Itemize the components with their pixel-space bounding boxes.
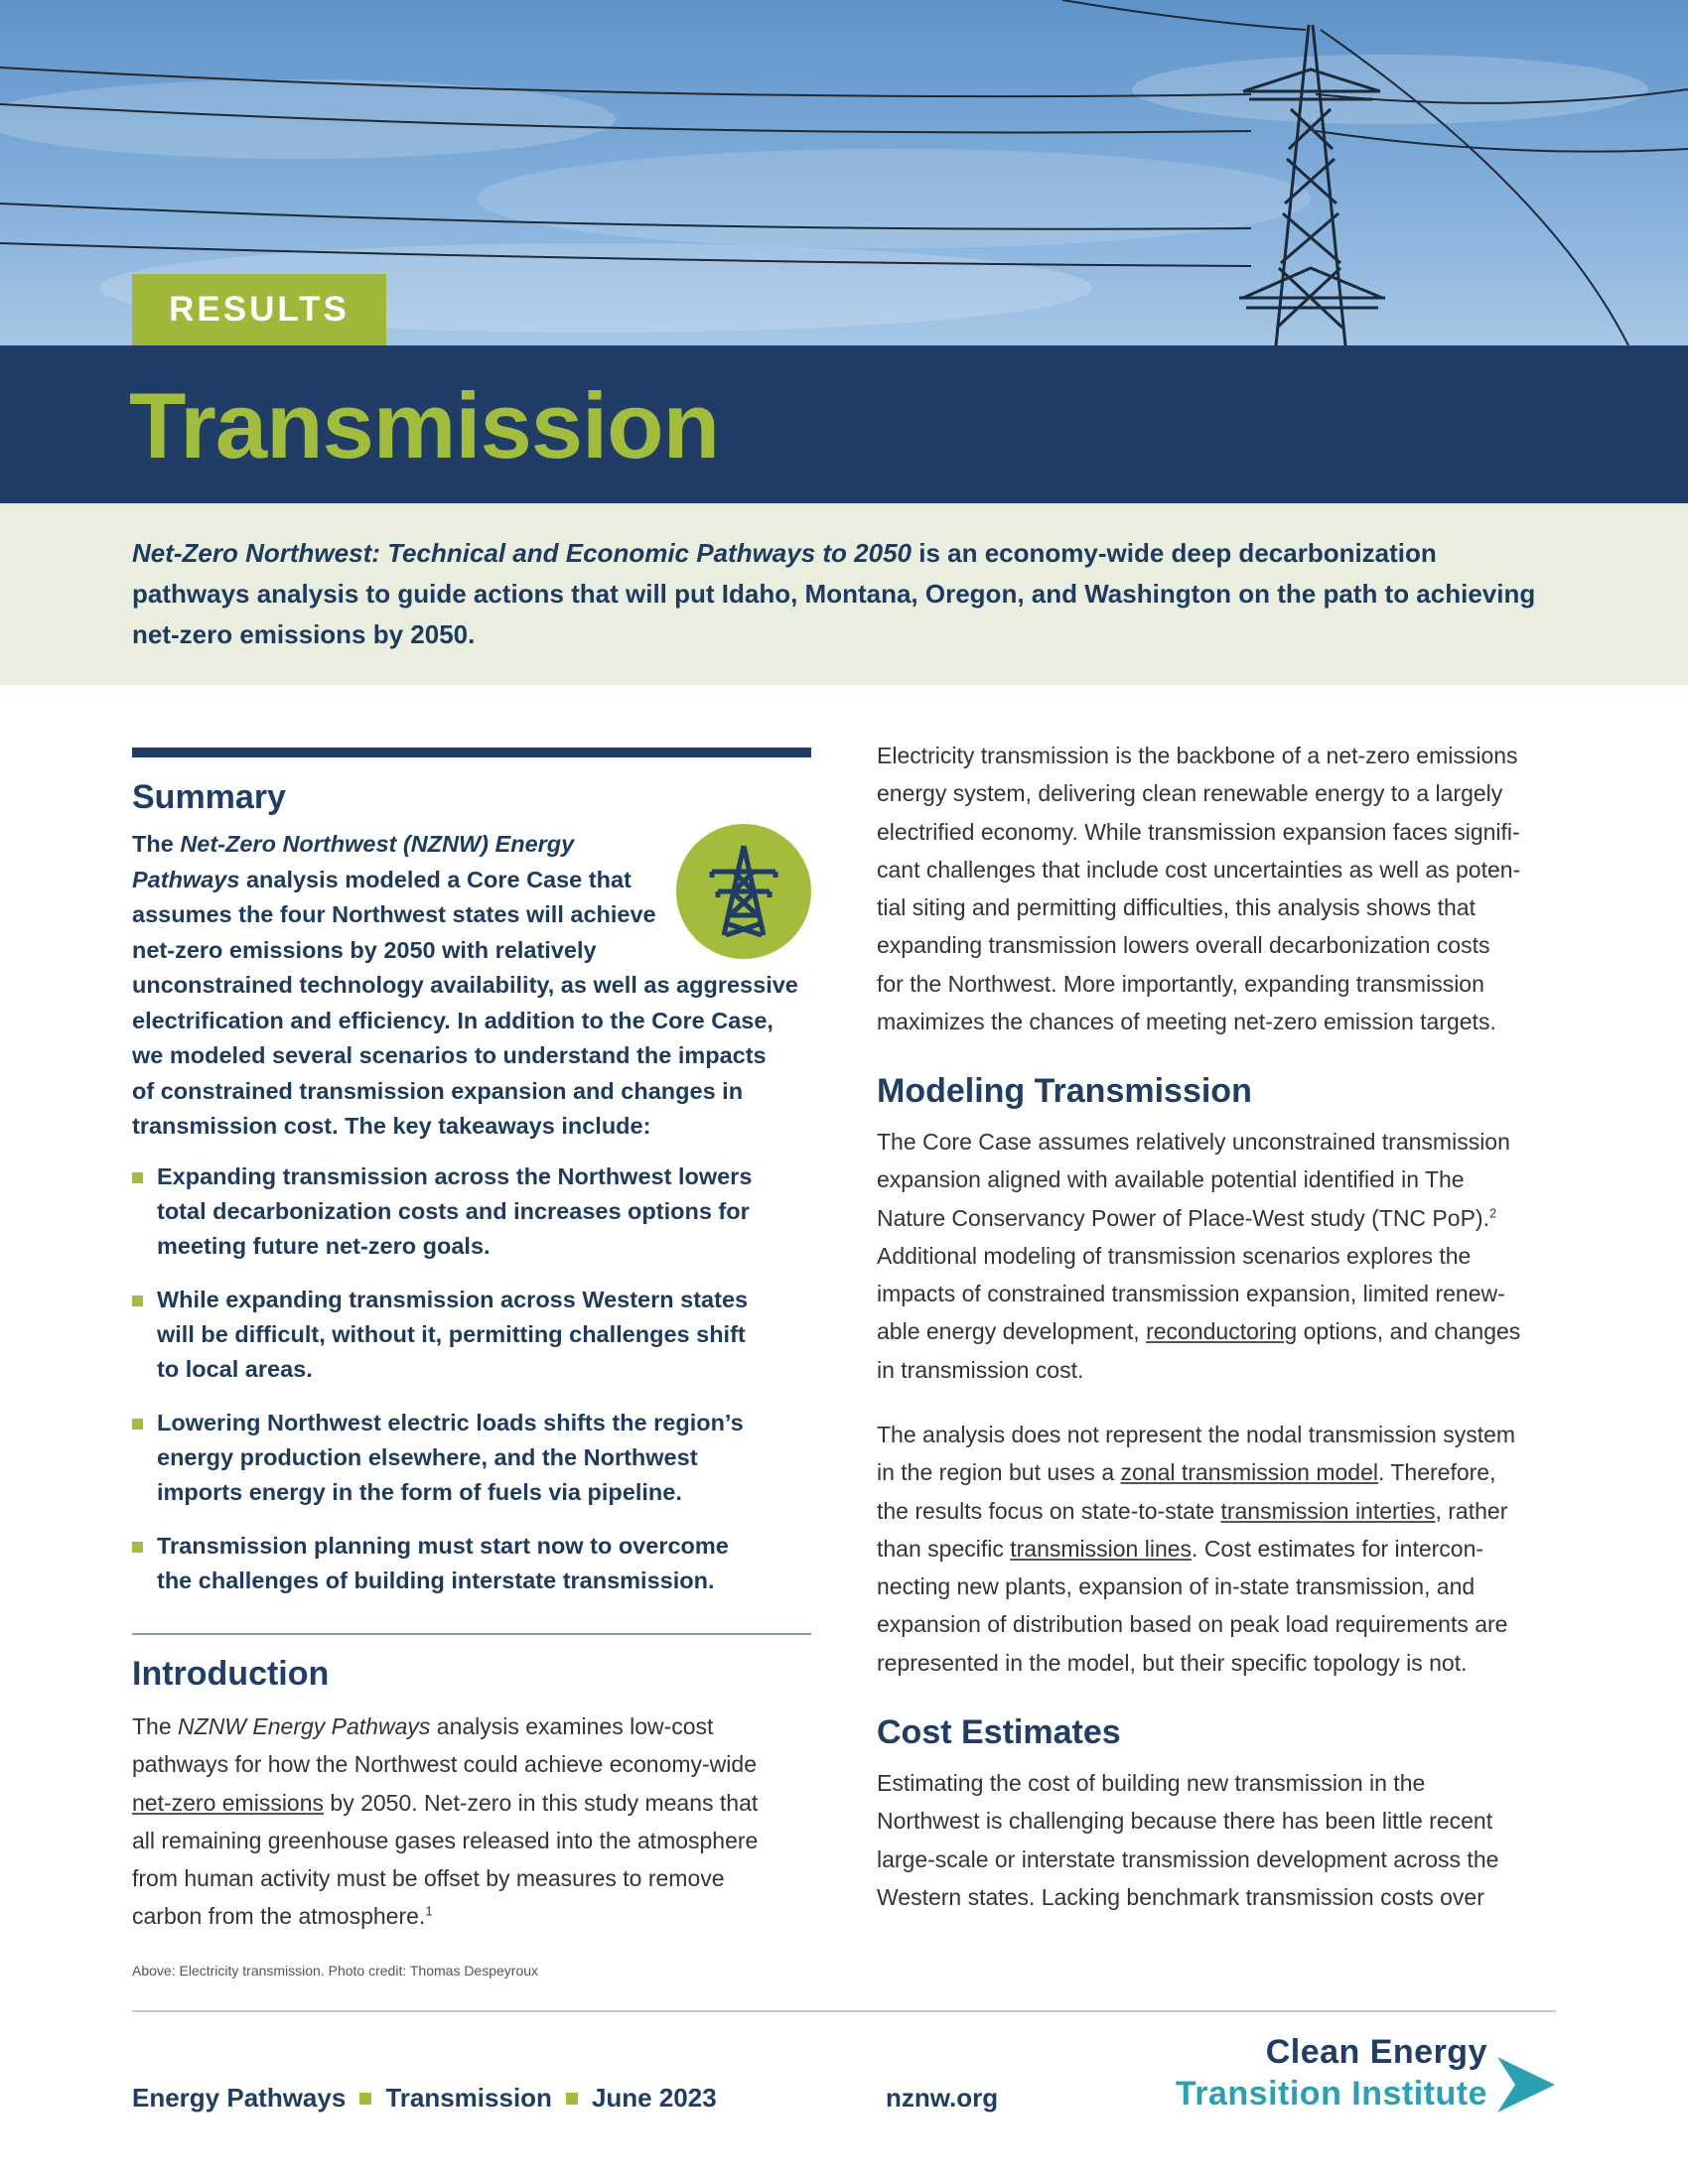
paragraph-text: Nature Conservancy Power of Place-West study (TNC PoP). [877, 1204, 1489, 1231]
logo-line-2: Transition Institute [1175, 2075, 1487, 2113]
paragraph-text: in the region but uses a [877, 1459, 1121, 1486]
summary-paragraph [132, 827, 827, 1145]
cost-paragraph [877, 1764, 1572, 1916]
paragraph-line: represented in the model, but their specific topology is not. [877, 1649, 1468, 1676]
list-item [132, 1160, 827, 1264]
intro-text: The [132, 1713, 179, 1739]
summary-heading: Summary [132, 778, 286, 816]
footnote-marker[interactable]: 1 [425, 1903, 433, 1919]
paragraph-line: The Core Case assumes relatively unconstrained transmission [877, 1129, 1510, 1155]
intro-statement [132, 533, 1552, 655]
square-bullet-icon [566, 2093, 578, 2105]
list-item-line: the challenges of building interstate transmission. [157, 1568, 715, 1593]
footer-date: June 2023 [591, 2083, 717, 2113]
paragraph-line: for the Northwest. More importantly, expanding transmission [877, 970, 1484, 997]
intro-text: carbon from the atmosphere. [132, 1903, 426, 1930]
paragraph-line: expansion of distribution based on peak load requirements are [877, 1611, 1508, 1638]
list-item-line: to local areas. [157, 1356, 313, 1382]
arrow-chevron-icon [1493, 2055, 1559, 2115]
list-item [132, 1529, 827, 1598]
transmission-interties-link[interactable]: transmission interties [1220, 1497, 1436, 1524]
paragraph-line: Electricity transmission is the backbone of a net-zero emissions [877, 743, 1518, 768]
intro-text: by 2050. Net-zero in this study means that [324, 1789, 759, 1816]
zonal-transmission-model-link[interactable]: zonal transmission model [1120, 1459, 1379, 1486]
paragraph-text: able energy development, [877, 1318, 1147, 1345]
intro-line-3: net-zero emissions by 2050. [132, 619, 476, 649]
key-takeaways-list [132, 1160, 827, 1617]
paragraph-text: . Cost estimates for intercon- [1192, 1535, 1484, 1562]
modeling-heading: Modeling Transmission [877, 1072, 1252, 1110]
paragraph-line: large-scale or interstate transmission development across the [877, 1845, 1499, 1872]
paragraph-line: expanding transmission lowers overall decarbonization costs [877, 932, 1490, 959]
reconductoring-link[interactable]: reconductoring [1146, 1318, 1298, 1345]
list-item-line: Lowering Northwest electric loads shifts the region’s [157, 1410, 744, 1435]
institute-logo [1132, 2033, 1559, 2122]
modeling-paragraph-2 [877, 1416, 1572, 1682]
list-item-line: meeting future net-zero goals. [157, 1233, 491, 1259]
introduction-paragraph [132, 1707, 827, 1936]
paragraph-line: The analysis does not represent the nodal transmission system [877, 1422, 1516, 1447]
paragraph-line: in transmission cost. [877, 1356, 1084, 1383]
page-title: Transmission [129, 373, 719, 478]
paragraph-line: expansion aligned with available potential identified in The [877, 1166, 1465, 1193]
intro-line: pathways for how the Northwest could achieve economy-wide [132, 1751, 757, 1778]
list-item-line: imports energy in the form of fuels via pipeline. [157, 1479, 682, 1505]
photo-caption: Above: Electricity transmission. Photo credit: Thomas Despeyroux [132, 1963, 539, 1979]
paragraph-text: options, and changes [1297, 1318, 1521, 1345]
paragraph-text: , rather [1435, 1497, 1508, 1524]
paragraph-text: . Therefore, [1378, 1459, 1496, 1486]
footer-divider [132, 2010, 1556, 2012]
paragraph-line: impacts of constrained transmission expansion, limited renew- [877, 1281, 1505, 1307]
transmission-lines-link[interactable]: transmission lines [1010, 1535, 1193, 1562]
summary-line: assumes the four Northwest states will achieve [132, 901, 656, 927]
list-item-line: Expanding transmission across the Northwest lowers [157, 1163, 753, 1189]
intro-line: all remaining greenhouse gases released into the atmosphere [132, 1827, 759, 1853]
summary-emphasis: Pathways [132, 866, 240, 892]
paragraph-line: necting new plants, expansion of in-state transmission, and [877, 1573, 1476, 1600]
list-item-line: total decarbonization costs and increases options for [157, 1198, 750, 1224]
footnote-marker[interactable]: 2 [1488, 1204, 1497, 1220]
footer-series: Energy Pathways [132, 2083, 347, 2113]
paragraph-line: Estimating the cost of building new transmission in the [877, 1770, 1426, 1796]
logo-line-1: Clean Energy [1265, 2033, 1487, 2071]
list-item-line: While expanding transmission across Western states [157, 1287, 749, 1312]
paragraph-line: maximizes the chances of meeting net-zero emission targets. [877, 1009, 1496, 1035]
modeling-paragraph-1 [877, 1123, 1572, 1389]
paragraph-text: the results focus on state-to-state [877, 1497, 1221, 1524]
paragraph-line: electrified economy. While transmission expansion faces signifi- [877, 818, 1520, 845]
paragraph-line: energy system, delivering clean renewable energy to a largely [877, 780, 1503, 807]
list-item [132, 1406, 827, 1510]
report-title: Net-Zero Northwest: Technical and Economic Pathways to 2050 [132, 538, 913, 568]
section-tag: RESULTS [132, 274, 386, 345]
summary-line: we modeled several scenarios to understand the impacts [132, 1042, 767, 1068]
summary-line: transmission cost. The key takeaways include: [132, 1113, 651, 1139]
list-item-line: Transmission planning must start now to overcome [157, 1533, 729, 1559]
summary-line-text: The [132, 831, 181, 857]
paragraph-line: tial siting and permitting difficulties, this analysis shows that [877, 894, 1476, 921]
summary-line: unconstrained technology availability, as well as aggressive [132, 972, 798, 998]
paragraph-line: Additional modeling of transmission scenarios explores the [877, 1242, 1472, 1269]
square-bullet-icon [359, 2093, 371, 2105]
intro-text: analysis examines low-cost [430, 1713, 714, 1739]
section-rule [132, 748, 811, 757]
cost-estimates-heading: Cost Estimates [877, 1713, 1121, 1751]
summary-line: net-zero emissions by 2050 with relatively [132, 936, 597, 963]
list-item-line: energy production elsewhere, and the Northwest [157, 1444, 698, 1470]
divider [132, 1633, 811, 1635]
list-item-line: will be difficult, without it, permitting challenges shift [157, 1321, 746, 1347]
summary-emphasis: Net-Zero Northwest (NZNW) Energy [180, 831, 575, 857]
summary-line: of constrained transmission expansion and changes in [132, 1077, 744, 1104]
intro-emphasis: NZNW Energy Pathways [178, 1713, 431, 1739]
footer-topic: Transmission [385, 2083, 552, 2113]
paragraph-line: Northwest is challenging because there has been little recent [877, 1808, 1493, 1835]
intro-line-2: pathways analysis to guide actions that will put Idaho, Montana, Oregon, and Washington on the path to achieving [132, 579, 1536, 609]
paragraph-line: Western states. Lacking benchmark transmission costs over [877, 1883, 1484, 1910]
website-link[interactable]: nznw.org [886, 2083, 999, 2113]
summary-line-text: analysis modeled a Core Case that [239, 866, 632, 892]
footer-breadcrumb [132, 2083, 717, 2114]
intro-line-1: is an economy-wide deep decarbonization [912, 538, 1437, 568]
summary-line: electrification and efficiency. In addition to the Core Case, [132, 1007, 774, 1033]
paragraph-text: than specific [877, 1535, 1011, 1562]
intro-line: from human activity must be offset by measures to remove [132, 1865, 725, 1892]
introduction-heading: Introduction [132, 1655, 330, 1693]
net-zero-emissions-link[interactable]: net-zero emissions [132, 1789, 325, 1816]
paragraph-line: cant challenges that include cost uncertainties as well as poten- [877, 856, 1521, 883]
right-intro-paragraph [877, 737, 1572, 1040]
list-item [132, 1283, 827, 1387]
